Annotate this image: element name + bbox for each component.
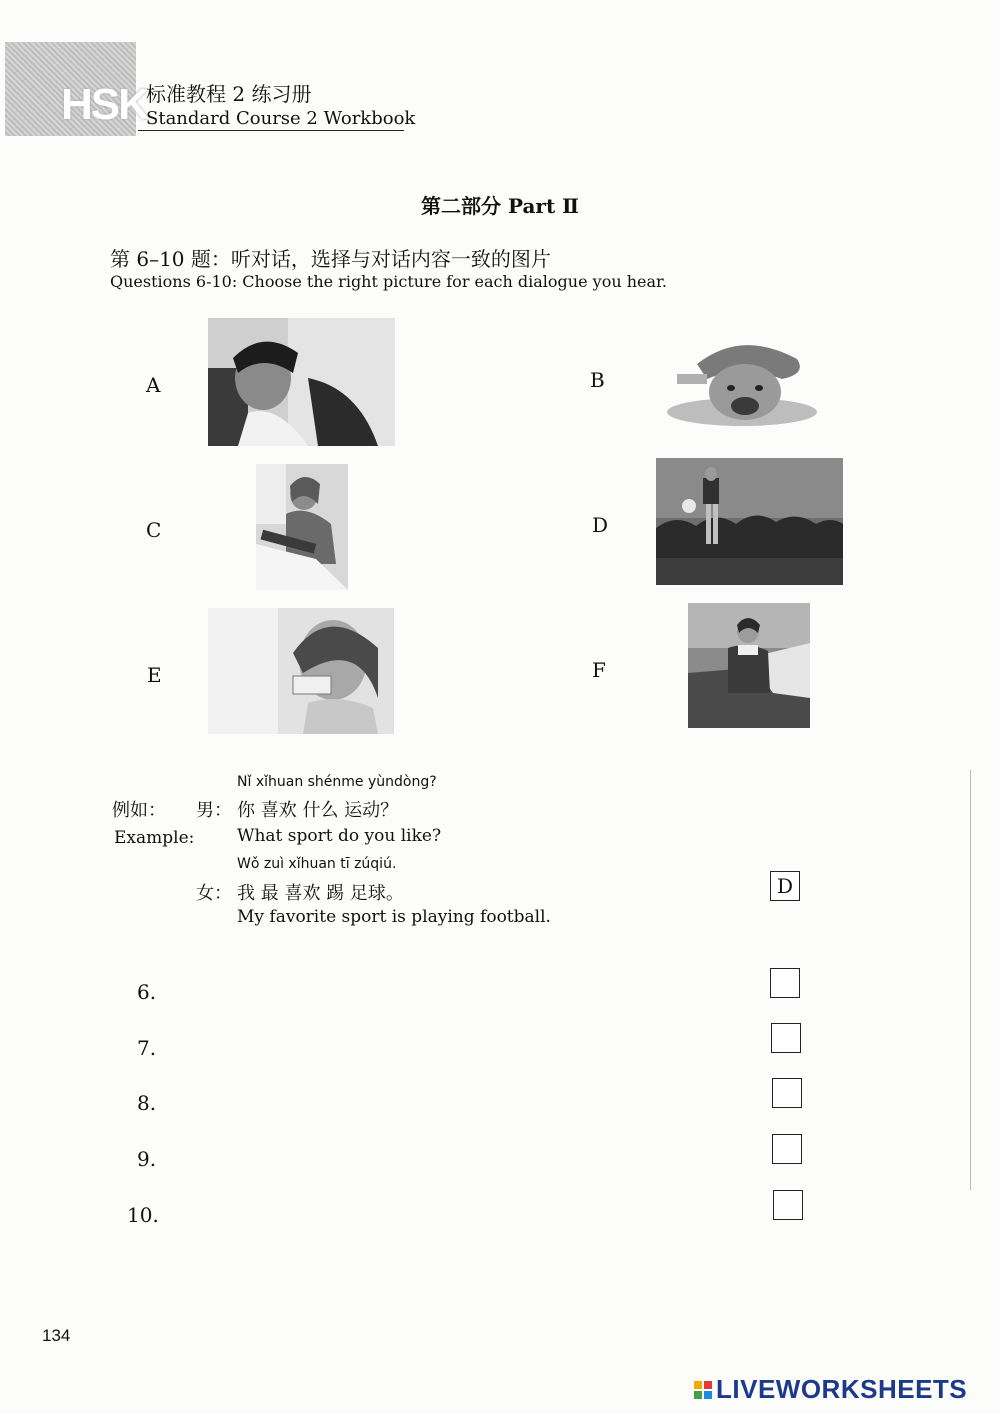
option-d-picture — [656, 458, 843, 585]
example-answer-box: D — [770, 871, 800, 901]
example-woman-pinyin: Wǒ zuì xǐhuan tī zúqiú. — [237, 856, 397, 872]
scan-edge-line — [970, 770, 971, 1190]
option-e-letter: E — [147, 663, 162, 687]
question-10-number: 10. — [127, 1203, 159, 1227]
option-c-letter: C — [146, 518, 162, 542]
example-label-en: Example: — [114, 828, 195, 848]
instruction-en: Questions 6-10: Choose the right picture for each dialogue you hear. — [110, 272, 668, 291]
question-8-answer-box[interactable] — [772, 1078, 802, 1108]
option-f-picture — [688, 603, 810, 728]
option-a-picture — [208, 318, 395, 446]
part-title: 第二部分 Part Ⅱ — [420, 194, 580, 218]
option-b-picture — [657, 334, 827, 429]
instruction-cn: 第 6–10 题：听对话，选择与对话内容一致的图片 — [110, 247, 551, 271]
logo-square-3 — [694, 1391, 702, 1399]
logo-square-2 — [704, 1381, 712, 1389]
header-title-cn: 标准教程 2 练习册 — [146, 82, 312, 106]
option-c-picture — [256, 464, 348, 590]
question-9-answer-box[interactable] — [772, 1134, 802, 1164]
question-7-number: 7. — [137, 1036, 157, 1060]
example-label-cn: 例如： — [112, 800, 166, 821]
hsk-logo-text: HSK — [61, 80, 148, 129]
example-man-pinyin: Nǐ xǐhuan shénme yùndòng? — [237, 774, 437, 790]
question-6-answer-box[interactable] — [770, 968, 800, 998]
question-8-number: 8. — [137, 1091, 157, 1115]
header-title-en: Standard Course 2 Workbook — [146, 108, 416, 129]
example-man-english: What sport do you like? — [237, 826, 442, 846]
liveworksheets-brand[interactable] — [694, 1374, 967, 1405]
option-d-letter: D — [592, 513, 609, 537]
logo-square-4 — [704, 1391, 712, 1399]
option-b-letter: B — [590, 368, 605, 392]
example-man-speaker: 男： — [196, 800, 232, 821]
example-woman-speaker: 女： — [196, 883, 232, 904]
question-10-answer-box[interactable] — [773, 1190, 803, 1220]
page-number: 134 — [42, 1326, 71, 1345]
question-9-number: 9. — [137, 1147, 157, 1171]
option-a-letter: A — [146, 373, 161, 397]
header-rule — [138, 130, 404, 131]
example-woman-hanzi: 我 最 喜欢 踢 足球。 — [237, 883, 404, 904]
hsk-logo — [5, 42, 148, 136]
option-e-picture — [208, 608, 394, 734]
logo-square-1 — [694, 1381, 702, 1389]
liveworksheets-logo-icon — [694, 1381, 712, 1399]
example-man-hanzi: 你 喜欢 什么 运动？ — [237, 800, 399, 821]
option-f-letter: F — [592, 658, 606, 682]
liveworksheets-brand-text: LIVEWORKSHEETS — [716, 1374, 968, 1404]
question-6-number: 6. — [137, 980, 157, 1004]
question-7-answer-box[interactable] — [771, 1023, 801, 1053]
example-woman-english: My favorite sport is playing football. — [237, 907, 551, 927]
